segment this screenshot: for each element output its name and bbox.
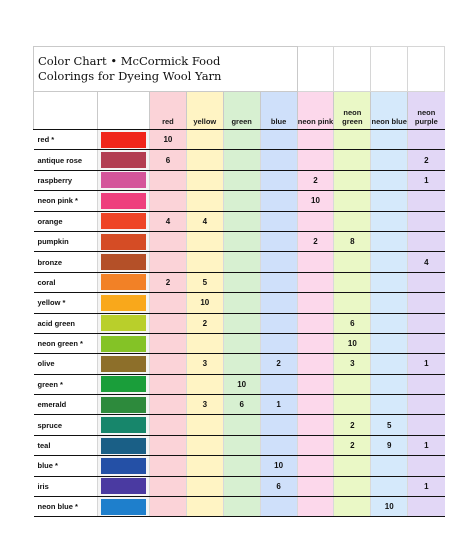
color-chart-sheet [33, 46, 444, 517]
dye-amount-cell [260, 415, 297, 435]
swatch-cell [98, 252, 150, 272]
color-name: yellow * [34, 293, 98, 313]
color-name: neon pink * [34, 191, 98, 211]
dye-amount-cell [223, 415, 260, 435]
dye-amount-cell [186, 456, 223, 476]
dye-amount-cell [150, 333, 187, 353]
table-row [34, 395, 445, 415]
dye-amount-cell [297, 435, 334, 455]
dye-amount-cell [150, 415, 187, 435]
dye-header-row [34, 92, 445, 130]
dye-amount-cell: 2 [260, 354, 297, 374]
color-name: pumpkin [34, 231, 98, 251]
dye-amount-cell [371, 476, 408, 496]
dye-amount-cell: 4 [150, 211, 187, 231]
blank-header-cell [98, 92, 150, 130]
table-row [34, 211, 445, 231]
dye-amount-cell [371, 130, 408, 150]
color-name: raspberry [34, 170, 98, 190]
color-name: emerald [34, 395, 98, 415]
dye-amount-cell [150, 252, 187, 272]
chart-body [34, 130, 445, 517]
dye-amount-cell [408, 211, 445, 231]
dye-amount-cell [334, 272, 371, 292]
dye-amount-cell [223, 231, 260, 251]
dye-amount-cell [371, 272, 408, 292]
dye-amount-cell [408, 293, 445, 313]
table-row [34, 354, 445, 374]
blank-cell [334, 47, 371, 92]
dye-amount-cell [334, 150, 371, 170]
dye-amount-cell: 1 [408, 476, 445, 496]
blank-cell [297, 47, 334, 92]
table-row [34, 150, 445, 170]
color-swatch [101, 499, 146, 515]
dye-amount-cell [260, 293, 297, 313]
dye-amount-cell [371, 211, 408, 231]
dye-amount-cell [297, 252, 334, 272]
dye-amount-cell: 6 [334, 313, 371, 333]
table-row [34, 170, 445, 190]
dye-amount-cell: 10 [334, 333, 371, 353]
color-swatch [101, 397, 146, 413]
dye-amount-cell [334, 170, 371, 190]
dye-amount-cell [186, 231, 223, 251]
dye-amount-cell [223, 191, 260, 211]
dye-amount-cell [371, 395, 408, 415]
dye-amount-cell [371, 293, 408, 313]
dye-amount-cell: 6 [260, 476, 297, 496]
color-swatch [101, 458, 146, 474]
dye-amount-cell [223, 272, 260, 292]
color-name: acid green [34, 313, 98, 333]
dye-amount-cell: 5 [186, 272, 223, 292]
color-swatch [101, 356, 146, 372]
color-name: antique rose [34, 150, 98, 170]
color-swatch [101, 315, 146, 331]
color-swatch [101, 478, 146, 494]
dye-amount-cell: 8 [334, 231, 371, 251]
dye-amount-cell [186, 497, 223, 517]
swatch-cell [98, 150, 150, 170]
dye-amount-cell: 3 [186, 395, 223, 415]
color-name: bronze [34, 252, 98, 272]
swatch-cell [98, 130, 150, 150]
swatch-cell [98, 374, 150, 394]
swatch-cell [98, 476, 150, 496]
color-swatch [101, 172, 146, 188]
dye-amount-cell: 1 [408, 354, 445, 374]
table-row [34, 191, 445, 211]
dye-amount-cell [408, 272, 445, 292]
dye-amount-cell [371, 191, 408, 211]
chart-title [34, 47, 298, 92]
dye-amount-cell [223, 313, 260, 333]
dye-amount-cell [297, 497, 334, 517]
dye-amount-cell: 3 [334, 354, 371, 374]
table-row [34, 435, 445, 455]
dye-amount-cell [223, 476, 260, 496]
dye-amount-cell [260, 272, 297, 292]
color-name: olive [34, 354, 98, 374]
dye-amount-cell [223, 293, 260, 313]
dye-amount-cell [371, 231, 408, 251]
dye-amount-cell: 3 [186, 354, 223, 374]
dye-amount-cell [297, 456, 334, 476]
color-name: green * [34, 374, 98, 394]
color-swatch [101, 376, 146, 392]
color-swatch [101, 254, 146, 270]
dye-amount-cell: 2 [186, 313, 223, 333]
table-row [34, 374, 445, 394]
dye-amount-cell [297, 272, 334, 292]
dye-amount-cell [408, 497, 445, 517]
dye-amount-cell [260, 497, 297, 517]
dye-amount-cell [371, 170, 408, 190]
dye-amount-cell: 2 [297, 231, 334, 251]
dye-amount-cell [408, 374, 445, 394]
color-swatch [101, 234, 146, 250]
color-name: blue * [34, 456, 98, 476]
dye-amount-cell [260, 252, 297, 272]
swatch-cell [98, 211, 150, 231]
dye-amount-cell [408, 333, 445, 353]
dye-amount-cell: 10 [223, 374, 260, 394]
table-row [34, 313, 445, 333]
dye-amount-cell [150, 170, 187, 190]
table-row [34, 130, 445, 150]
dye-amount-cell [260, 150, 297, 170]
dye-amount-cell [260, 211, 297, 231]
dye-amount-cell [150, 293, 187, 313]
dye-amount-cell [371, 313, 408, 333]
dye-amount-cell [371, 354, 408, 374]
swatch-cell [98, 435, 150, 455]
dye-amount-cell [408, 415, 445, 435]
dye-amount-cell [150, 395, 187, 415]
dye-header-neon-green: neon green [334, 92, 371, 130]
dye-amount-cell: 1 [408, 170, 445, 190]
dye-amount-cell [186, 415, 223, 435]
color-swatch [101, 193, 146, 209]
dye-amount-cell [297, 476, 334, 496]
dye-amount-cell [334, 191, 371, 211]
table-row [34, 333, 445, 353]
dye-amount-cell [334, 130, 371, 150]
dye-amount-cell [223, 211, 260, 231]
color-name: coral [34, 272, 98, 292]
dye-amount-cell [150, 354, 187, 374]
dye-amount-cell: 2 [334, 435, 371, 455]
swatch-cell [98, 231, 150, 251]
dye-amount-cell [408, 231, 445, 251]
color-name: neon blue * [34, 497, 98, 517]
dye-amount-cell [223, 170, 260, 190]
dye-amount-cell [371, 150, 408, 170]
title-row [34, 47, 445, 92]
dye-amount-cell: 10 [150, 130, 187, 150]
dye-amount-cell: 6 [150, 150, 187, 170]
dye-header-neon-pink: neon pink [297, 92, 334, 130]
color-name: red * [34, 130, 98, 150]
dye-amount-cell: 10 [260, 456, 297, 476]
dye-amount-cell [223, 333, 260, 353]
dye-amount-cell [223, 497, 260, 517]
dye-amount-cell [408, 191, 445, 211]
dye-header-green: green [223, 92, 260, 130]
dye-header-yellow: yellow [186, 92, 223, 130]
blank-cell [371, 47, 408, 92]
dye-header-blue: blue [260, 92, 297, 130]
color-swatch [101, 417, 146, 433]
dye-amount-cell [297, 333, 334, 353]
dye-amount-cell [186, 374, 223, 394]
color-chart-table [33, 46, 445, 517]
color-swatch [101, 152, 146, 168]
dye-amount-cell [186, 333, 223, 353]
dye-amount-cell [260, 130, 297, 150]
dye-amount-cell [334, 211, 371, 231]
dye-header-neon-blue: neon blue [371, 92, 408, 130]
dye-amount-cell [150, 497, 187, 517]
dye-amount-cell [150, 191, 187, 211]
dye-amount-cell [371, 252, 408, 272]
swatch-cell [98, 456, 150, 476]
color-swatch [101, 336, 146, 352]
table-row [34, 272, 445, 292]
dye-amount-cell [150, 456, 187, 476]
dye-amount-cell [186, 130, 223, 150]
dye-amount-cell [334, 456, 371, 476]
dye-amount-cell [150, 435, 187, 455]
color-name: iris [34, 476, 98, 496]
swatch-cell [98, 191, 150, 211]
color-swatch [101, 132, 146, 148]
swatch-cell [98, 170, 150, 190]
dye-amount-cell [186, 191, 223, 211]
swatch-cell [98, 395, 150, 415]
dye-amount-cell: 10 [371, 497, 408, 517]
table-row [34, 497, 445, 517]
dye-amount-cell [408, 313, 445, 333]
color-swatch [101, 274, 146, 290]
dye-amount-cell [260, 374, 297, 394]
dye-amount-cell [334, 252, 371, 272]
color-name: orange [34, 211, 98, 231]
dye-amount-cell [371, 456, 408, 476]
dye-amount-cell: 9 [371, 435, 408, 455]
dye-amount-cell: 6 [223, 395, 260, 415]
swatch-cell [98, 415, 150, 435]
dye-amount-cell [223, 435, 260, 455]
dye-amount-cell [260, 333, 297, 353]
dye-amount-cell: 10 [297, 191, 334, 211]
dye-amount-cell: 1 [260, 395, 297, 415]
dye-amount-cell [408, 130, 445, 150]
dye-amount-cell [186, 170, 223, 190]
dye-amount-cell [334, 476, 371, 496]
dye-amount-cell [408, 395, 445, 415]
dye-amount-cell [297, 293, 334, 313]
dye-amount-cell [408, 456, 445, 476]
dye-amount-cell [297, 130, 334, 150]
swatch-cell [98, 333, 150, 353]
dye-amount-cell [223, 252, 260, 272]
dye-amount-cell [260, 191, 297, 211]
dye-amount-cell [186, 476, 223, 496]
dye-amount-cell: 2 [334, 415, 371, 435]
swatch-cell [98, 293, 150, 313]
color-name: neon green * [34, 333, 98, 353]
dye-amount-cell [223, 354, 260, 374]
table-row [34, 456, 445, 476]
dye-amount-cell [260, 170, 297, 190]
dye-amount-cell [371, 333, 408, 353]
dye-amount-cell: 2 [150, 272, 187, 292]
dye-amount-cell [150, 374, 187, 394]
dye-amount-cell: 4 [186, 211, 223, 231]
dye-amount-cell [260, 435, 297, 455]
chart-title-line-2: Colorings for Dyeing Wool Yarn [38, 69, 222, 83]
dye-amount-cell: 2 [408, 150, 445, 170]
color-swatch [101, 213, 146, 229]
dye-amount-cell [223, 456, 260, 476]
dye-header-neon-purple: neon purple [408, 92, 445, 130]
color-swatch [101, 438, 146, 454]
dye-amount-cell: 4 [408, 252, 445, 272]
dye-amount-cell: 2 [297, 170, 334, 190]
dye-amount-cell: 5 [371, 415, 408, 435]
dye-amount-cell [297, 374, 334, 394]
color-name: spruce [34, 415, 98, 435]
swatch-cell [98, 354, 150, 374]
table-row [34, 415, 445, 435]
dye-amount-cell [334, 293, 371, 313]
swatch-cell [98, 272, 150, 292]
dye-amount-cell [334, 497, 371, 517]
dye-amount-cell: 10 [186, 293, 223, 313]
color-name: teal [34, 435, 98, 455]
dye-amount-cell [260, 313, 297, 333]
dye-amount-cell [334, 395, 371, 415]
dye-amount-cell [371, 374, 408, 394]
table-row [34, 476, 445, 496]
dye-amount-cell [223, 150, 260, 170]
table-row [34, 293, 445, 313]
dye-header-red: red [150, 92, 187, 130]
chart-title-line-1: Color Chart • McCormick Food [38, 54, 221, 68]
dye-amount-cell [334, 374, 371, 394]
dye-amount-cell [186, 252, 223, 272]
dye-amount-cell [297, 211, 334, 231]
dye-amount-cell [150, 313, 187, 333]
dye-amount-cell [223, 130, 260, 150]
table-row [34, 252, 445, 272]
blank-header-cell [34, 92, 98, 130]
blank-cell [408, 47, 445, 92]
dye-amount-cell [297, 415, 334, 435]
dye-amount-cell: 1 [408, 435, 445, 455]
dye-amount-cell [297, 313, 334, 333]
dye-amount-cell [186, 150, 223, 170]
dye-amount-cell [297, 395, 334, 415]
table-row [34, 231, 445, 251]
dye-amount-cell [297, 150, 334, 170]
dye-amount-cell [150, 476, 187, 496]
dye-amount-cell [260, 231, 297, 251]
swatch-cell [98, 313, 150, 333]
color-swatch [101, 295, 146, 311]
dye-amount-cell [297, 354, 334, 374]
dye-amount-cell [186, 435, 223, 455]
dye-amount-cell [150, 231, 187, 251]
swatch-cell [98, 497, 150, 517]
